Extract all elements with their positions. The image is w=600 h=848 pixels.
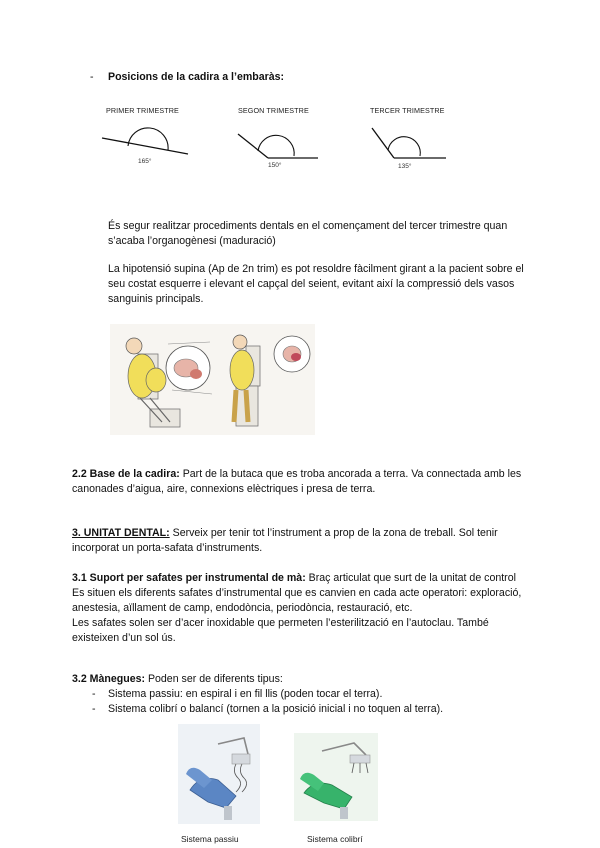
angle-165-icon <box>100 106 200 176</box>
dental-chair-passive-image <box>178 724 260 824</box>
section-2-2-text: Part de la butaca que es troba ancorada a terra. Va connectada amb les canonades d’aigua, aire, connexions elèctriques i presa de terra. <box>72 468 522 495</box>
section-3-1-text: Braç articulat que surt de la unitat de control <box>305 572 516 584</box>
section-3-title: 3. UNITAT DENTAL: <box>72 527 170 539</box>
section-2-2-paragraph <box>72 467 532 497</box>
section-3-2-title: 3.2 Mànegues: <box>72 673 146 685</box>
section-2-2-title: 2.2 Base de la cadira: <box>72 468 180 480</box>
section-3-1-paragraph <box>72 571 536 646</box>
pregnant-patient-illustration <box>110 324 315 435</box>
paragraph-supine-hypotension: La hipotensió supina (Ap de 2n trim) es pot resoldre fàcilment girant a la pacient sobre el seu costat esquerre i elevant el capçal del seient, evitant així la compressió dels vasos sanguinis principals. <box>108 263 524 305</box>
section-3-1-line: Es situen els diferents safates d’instrumental que es canvien en cada acte operatori: exploració, anestesia, aïllament de camp, endodòncia, periodòncia, restauració, etc. <box>72 587 522 614</box>
paragraph-safe-procedures: És segur realitzar procediments dentals en el començament del tercer trimestre quan s’acaba l’organogènesi (maduració) <box>108 220 508 247</box>
dental-chair-colibri-image <box>294 733 378 821</box>
angle-label: 150° <box>268 162 282 169</box>
angle-label: 165° <box>138 158 152 165</box>
trimester-diagram-3 <box>364 106 464 176</box>
trimester-diagram-2 <box>232 106 332 176</box>
angle-135-icon <box>364 106 464 176</box>
angle-150-icon <box>232 106 332 176</box>
section-heading-positions: Posicions de la cadira a l’embaràs: <box>108 71 285 83</box>
caption-passive: Sistema passiu <box>181 834 239 844</box>
section-3-1-title: 3.1 Suport per safates per instrumental de mà: <box>72 572 306 584</box>
trimester-label: SEGON TRIMESTRE <box>238 106 309 115</box>
section-3-paragraph <box>72 526 534 556</box>
trimester-label: TERCER TRIMESTRE <box>370 106 445 115</box>
section-3-2-text: Poden ser de diferents tipus: <box>145 673 283 685</box>
list-item-text: Sistema colibrí o balancí (tornen a la posició inicial i no toquen al terra). <box>108 703 444 715</box>
caption-colibri: Sistema colibrí <box>307 834 363 844</box>
section-3-text: Serveix per tenir tot l’instrument a prop de la zona de treball. Sol tenir incorporat un porta-safata d’instruments. <box>72 527 498 554</box>
list-item-text: Sistema passiu: en espiral i en fil llis (poden tocar el terra). <box>108 688 383 700</box>
angle-label: 135° <box>398 163 412 170</box>
section-3-1-line: Les safates solen ser d’acer inoxidable que permeten l’esterilització en l’autoclau. També existeixen d’un sol ús. <box>72 617 489 644</box>
list-item <box>92 687 96 702</box>
trimester-diagram-1 <box>100 106 200 176</box>
bullet-dash: - <box>90 71 94 83</box>
bullet-dash: - <box>92 703 96 715</box>
bullet-dash: - <box>92 688 96 700</box>
trimester-label: PRIMER TRIMESTRE <box>106 106 179 115</box>
section-3-2-paragraph <box>72 672 536 687</box>
list-item <box>92 702 96 717</box>
